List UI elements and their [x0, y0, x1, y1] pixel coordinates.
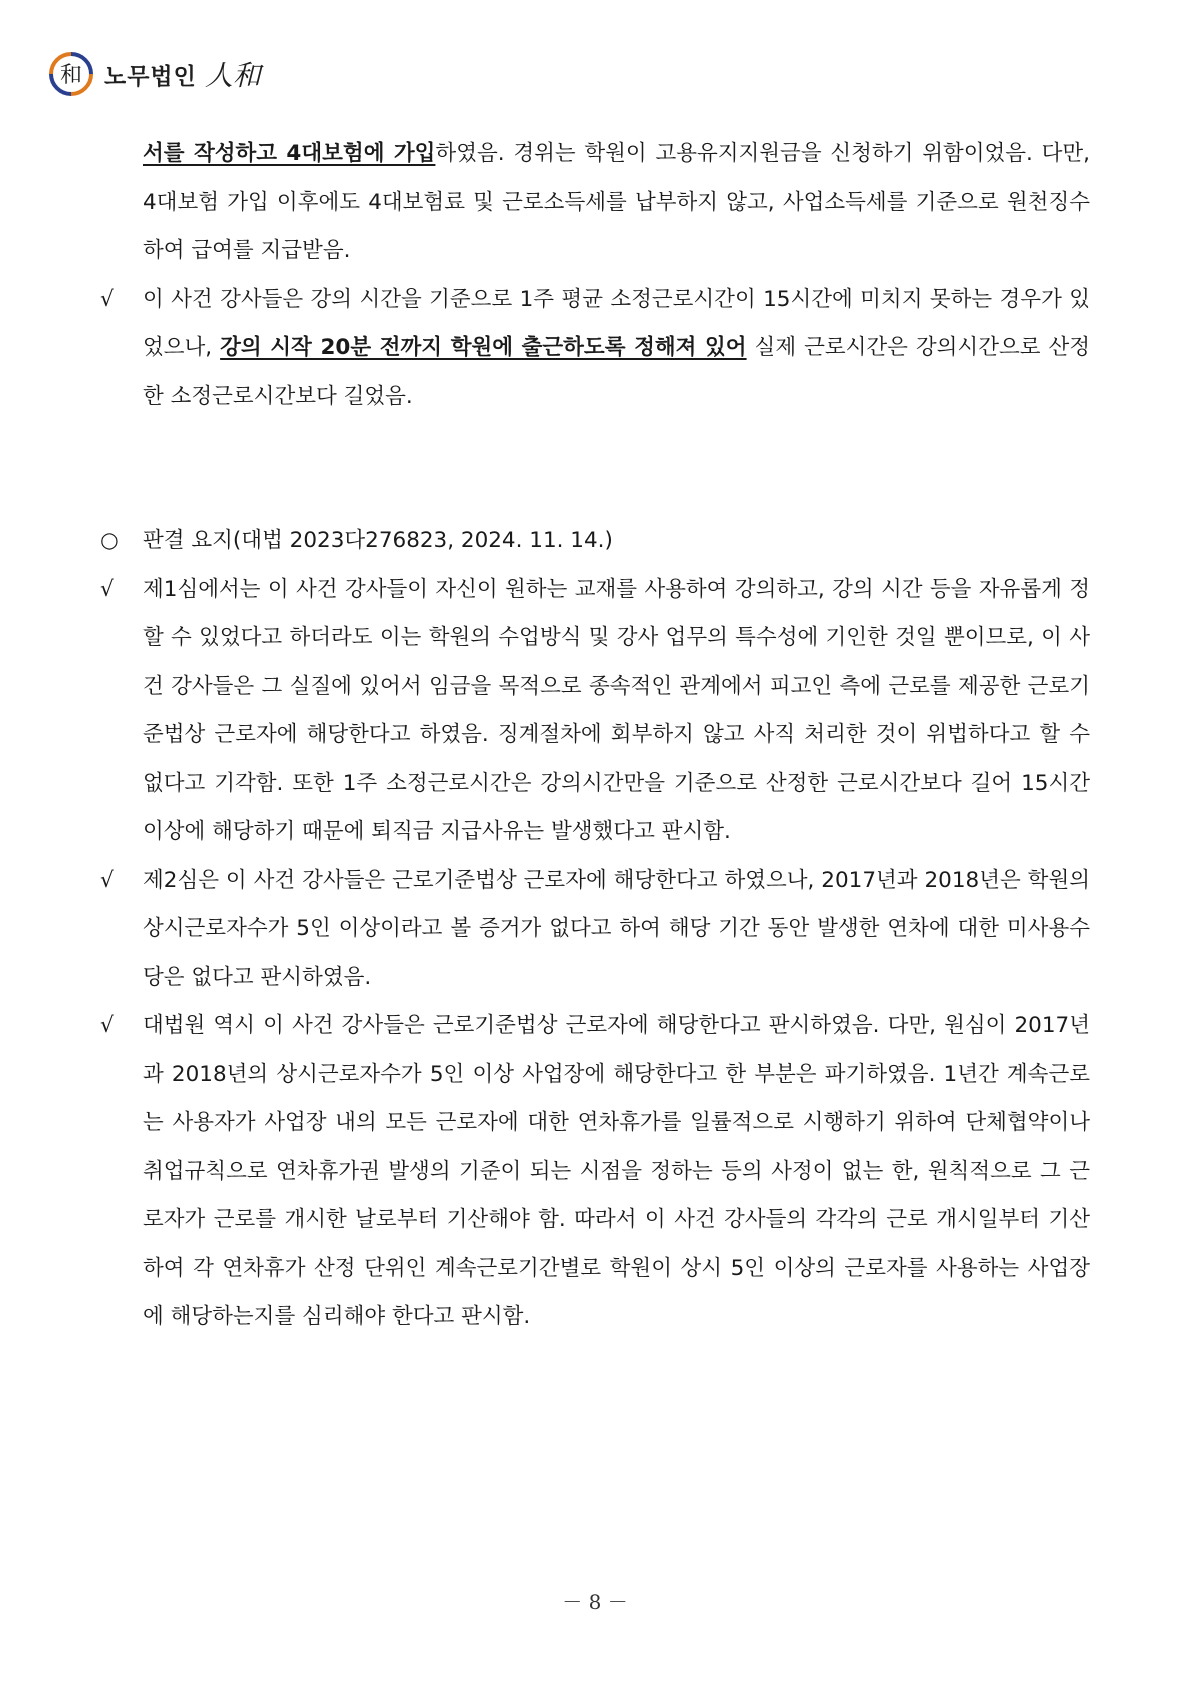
judgment-item-text: 대법원 역시 이 사건 강사들은 근로기준법상 근로자에 해당한다고 판시하였음. 다만, 원심이 2017년과 2018년의 상시근로자수가 5인 이상 사업장에 해당한다고 한 부분은 파기하였음. 1년간 계속근로는 사용자가 사업장 내의 모든 근로자에 대한 연차휴가를 일률적으로 시행하기 위하여 단체협약이나 취업규칙으로 연차휴가권 발생의 기준이 되는 시점을 정하는 등의 사정이 없는 한, 원칙적으로 그 근로자가 근로를 개시한 날로부터 기산해야 함. 따라서 이 사건 강사들의 각각의 근로 개시일부터 기산하여 각 연차휴가 산정 단위인 계속근로기간별로 학원이 상시 5인 이상의 근로자를 사용하는 사업장에 해당하는지를 심리해야 한다고 판시함. [143, 1013, 1090, 1329]
judgment-item-text: 제1심에서는 이 사건 강사들이 자신이 원하는 교재를 사용하여 강의하고, 강의 시간 등을 자유롭게 정할 수 있었다고 하더라도 이는 학원의 수업방식 및 강사 업무의 특수성에 기인한 것일 뿐이므로, 이 사건 강사들은 그 실질에 있어서 임금을 목적으로 종속적인 관계에서 피고인 측에 근로를 제공한 근로기준법상 근로자에 해당한다고 하였음. 징계절차에 회부하지 않고 사직 처리한 것이 위법하다고 할 수 없다고 기각함. 또한 1주 소정근로시간은 강의시간만을 기준으로 산정한 근로시간보다 길어 15시간 이상에 해당하기 때문에 퇴직금 지급사유는 발생했다고 판시함. [143, 576, 1090, 844]
circle-bullet-icon: ○ [100, 528, 119, 553]
spacer [100, 421, 1090, 517]
underlined-phrase-insurance: 서를 작성하고 4대보험에 가입 [143, 141, 436, 166]
section-title-text: 판결 요지(대법 2023다276823, 2024. 11. 14.) [143, 528, 613, 553]
section-title-judgment [100, 517, 1090, 566]
judgment-item-text: 제2심은 이 사건 강사들은 근로기준법상 근로자에 해당한다고 하였으나, 2017년과 2018년은 학원의 상시근로자수가 5인 이상이라고 볼 증거가 없다고 하여 해당 기간 동안 발생한 연차에 대한 미사용수당은 없다고 판시하였음. [143, 867, 1090, 990]
underlined-phrase-commute: 강의 시작 20분 전까지 학원에 출근하도록 정해져 있어 [220, 335, 747, 360]
check-mark-icon: √ [100, 867, 114, 893]
page-header [48, 50, 261, 98]
bullet-text-part-2: 실제 근로시간은 강의시간으로 산정한 소정근로시간보다 길었음. [143, 335, 1091, 409]
firm-name: 노무법인 [104, 63, 197, 90]
paragraph-insurance-text: 하였음. 경위는 학원이 고용유지지원금을 신청하기 위함이었음. 다만, 4대보험 가입 이후에도 4대보험료 및 근로소득세를 납부하지 않고, 사업소득세를 기준으로 원천징수하여 급여를 지급받음. [143, 141, 1090, 263]
bullet-text-part-1: 이 사건 강사들은 강의 시간을 기준으로 1주 평균 소정근로시간이 15시간에 미치지 못하는 경우가 있었으나, [143, 286, 1090, 360]
page-number: － 8 － [562, 1590, 628, 1614]
check-mark-icon: √ [100, 286, 114, 312]
firm-name-hanja: 人和 [204, 59, 261, 92]
judgment-item-first-instance [100, 566, 1090, 857]
firm-logo-icon [48, 51, 94, 97]
check-mark-icon: √ [100, 1013, 114, 1038]
paragraph-insurance [100, 130, 1090, 276]
document-body [100, 130, 1090, 1342]
logo-glyph: 和 [59, 63, 83, 88]
judgment-item-second-instance [100, 857, 1090, 1003]
check-mark-icon: √ [100, 576, 114, 602]
judgment-item-supreme-court [100, 1002, 1090, 1342]
bullet-item-working-hours [100, 276, 1090, 422]
